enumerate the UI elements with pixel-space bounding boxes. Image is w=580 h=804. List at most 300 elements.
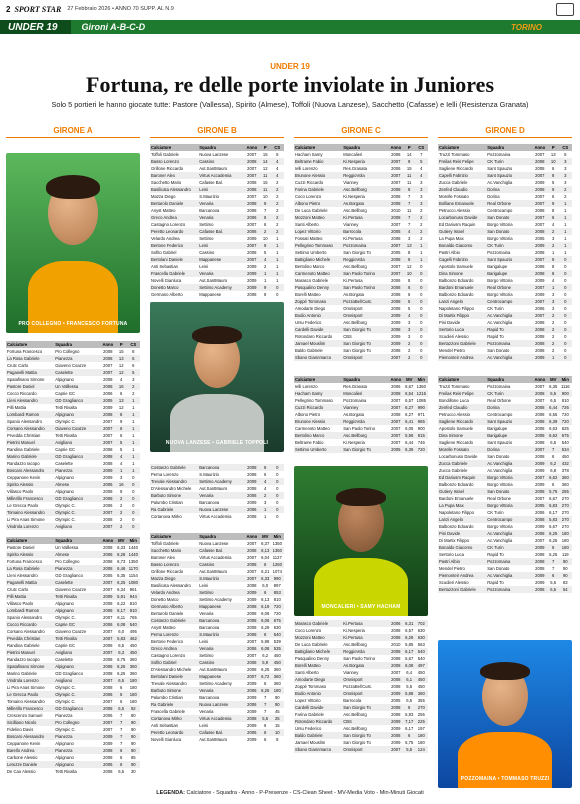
team-name: Venaria	[198, 200, 244, 207]
table-girone-d-media	[438, 376, 572, 593]
team-name: Aut.SantMauro	[199, 737, 228, 742]
stat-value: 2006	[244, 506, 260, 513]
table-row	[438, 340, 572, 347]
stat-value: 360	[127, 663, 140, 670]
stat-value: 8	[260, 200, 271, 207]
stat-value: 6,57	[405, 628, 414, 633]
team-name: Giaveno Coazze	[55, 629, 87, 634]
team-name: Pozzomaina	[486, 586, 532, 593]
column-header: MV	[404, 376, 415, 383]
column-header: Calciatore	[6, 341, 54, 348]
stat-value: 2007	[244, 172, 260, 179]
team-name: Borgo Vittoria	[487, 278, 513, 283]
stat-value: 6,35	[117, 573, 126, 578]
stat-value: 7	[420, 152, 423, 157]
player-name: Napoletano Filippo	[439, 306, 474, 311]
photo-fortuna	[6, 153, 140, 333]
table-row	[438, 214, 572, 221]
stat-value: 2007	[532, 284, 548, 291]
stat-value: 6,28	[117, 552, 126, 557]
stat-value: 2008	[535, 412, 545, 417]
player-name: Grillone Riccardo	[151, 569, 184, 574]
stat-value: 2008	[532, 404, 548, 411]
stat-value: 90	[274, 695, 280, 700]
stat-value: 2	[116, 495, 127, 502]
table-row	[6, 355, 140, 362]
team-name: Cassino	[198, 158, 244, 165]
stat-value: 2007	[535, 152, 545, 157]
player-name: Palumbo Cristian	[151, 500, 183, 505]
stat-value: 2007	[532, 298, 548, 305]
player-name: Sofito Gabriel	[150, 659, 198, 666]
stat-value: 2006	[244, 645, 260, 652]
player-name: D'Alessandro Michele	[151, 667, 192, 672]
stat-value: 0	[127, 495, 140, 502]
stat-value: 6,06	[261, 618, 270, 623]
stat-value: 944	[127, 593, 140, 600]
stat-value: 6	[116, 747, 127, 754]
stat-value: 6	[552, 194, 555, 199]
stat-value: 2008	[103, 657, 113, 662]
stat-value: 2007	[103, 363, 113, 368]
stat-value: 2009	[535, 482, 545, 487]
table-row	[294, 158, 428, 165]
stat-value: 2	[564, 194, 567, 199]
team-name: Pro Collegno	[54, 719, 100, 726]
table-row	[150, 249, 284, 256]
stat-value: 6	[260, 561, 271, 568]
player-name: Baldo Gabriele	[295, 348, 323, 353]
stat-value: 2	[120, 503, 123, 508]
stat-value: 2008	[247, 250, 257, 255]
player-name: Trevale Alessandro	[151, 681, 187, 686]
stat-value: 5	[264, 250, 267, 255]
stat-value: 2007	[535, 222, 545, 227]
player-name: Prvedda Christian	[7, 433, 41, 438]
team-name: Borgo Vittoria	[486, 474, 532, 481]
team-name: Barigalupe	[487, 426, 508, 431]
table-row	[6, 649, 140, 656]
stat-value: 15	[406, 166, 412, 171]
stat-value: 6	[408, 292, 411, 297]
table-row	[150, 603, 284, 610]
stat-value: 90	[127, 747, 140, 754]
player-name: Cagelli Fabrizio	[438, 256, 486, 263]
team-name: S.Maurizio	[199, 472, 220, 477]
stat-value: 7	[116, 719, 127, 726]
stat-value: 630	[273, 625, 281, 630]
stat-value: 2009	[391, 726, 401, 731]
player-name: Le Grecca Paolo	[7, 503, 39, 508]
stat-value: 2005	[391, 698, 401, 703]
stat-value: 2009	[100, 467, 116, 474]
player-name: Frascella Gabriele	[150, 270, 198, 277]
stat-value: 1	[264, 278, 267, 283]
stat-value: 2009	[532, 354, 548, 361]
player-name: Corsano Alessandro	[7, 629, 45, 634]
stat-value: 0	[271, 492, 284, 499]
stat-value: 3	[404, 326, 415, 333]
stat-value: 2008	[391, 628, 401, 633]
stat-value: 6,5	[118, 769, 125, 774]
stat-value: 0	[271, 464, 284, 471]
stat-value: 0	[132, 517, 135, 522]
stat-value: 8	[408, 250, 411, 255]
table-row	[438, 523, 572, 530]
stat-value: 2008	[388, 214, 404, 221]
stat-value: 1	[559, 214, 572, 221]
stat-value: 1440	[127, 551, 140, 558]
stat-value: 7	[264, 709, 267, 714]
stat-value: 6,31	[405, 621, 414, 626]
stat-value: 2008	[103, 559, 113, 564]
stat-value: 10	[548, 158, 559, 165]
stat-value: 4	[271, 158, 284, 165]
column-header: Calciatore	[438, 376, 486, 383]
player-name: Randazzo Iacopo	[7, 461, 40, 466]
table-row	[150, 617, 284, 624]
table-row	[6, 404, 140, 411]
team-name: Aut.SantMauro	[199, 569, 228, 574]
stat-value: 270	[559, 502, 572, 509]
table-girone-b-presenze-cont	[150, 464, 284, 520]
team-name: San Giorgio To	[343, 740, 371, 745]
stat-value: 2007	[532, 200, 548, 207]
stat-value: 2007	[532, 312, 548, 319]
team-name: Virtus Accademia	[199, 555, 232, 560]
stat-value: 2008	[388, 284, 404, 291]
team-name: Olympic C.	[55, 419, 76, 424]
player-name: Randazzo Iacopo	[7, 657, 40, 662]
team-name: Venaria	[199, 611, 214, 616]
column-header: Anno	[244, 533, 260, 540]
stat-value: 8	[408, 278, 411, 283]
stat-value: 450	[417, 684, 425, 689]
player-name: Bondillone Luca	[439, 398, 469, 403]
team-name: Pro Collegno	[55, 349, 80, 354]
player-name: Lanzi Angelo	[438, 516, 486, 523]
stat-value: 3	[548, 298, 559, 305]
table-row	[150, 708, 284, 715]
stat-value: 2009	[247, 236, 257, 241]
stat-value: 6,04	[261, 555, 270, 560]
table-row	[294, 277, 428, 284]
team-name: San Donato	[486, 228, 532, 235]
stat-value: 2009	[532, 242, 548, 249]
stat-value: 2008	[103, 489, 113, 494]
column-header: Calciatore	[438, 144, 486, 151]
team-name: GD Graglianco	[55, 573, 83, 578]
stat-value: 13	[404, 242, 415, 249]
player-name: Ursu Federico	[295, 320, 322, 325]
photo-truzzi	[438, 640, 572, 788]
player-name: Albono Pietro	[294, 200, 342, 207]
table-row	[6, 614, 140, 621]
table-row	[438, 551, 572, 558]
team-name: Aut.SantMauro	[199, 166, 228, 171]
stat-value: 3	[552, 306, 555, 311]
stat-value: 2006	[103, 503, 113, 508]
stat-value: 2009	[535, 278, 545, 283]
player-name: Mozzoni Matteo	[294, 214, 342, 221]
stat-value: 2007	[247, 569, 257, 574]
table-row	[6, 488, 140, 495]
team-name: S.Maurizio	[198, 631, 244, 638]
stat-value: 6,36	[405, 447, 414, 452]
stat-value: 12	[406, 264, 412, 269]
stat-value: 16	[116, 383, 127, 390]
stat-value: 1260	[271, 561, 284, 568]
table-row	[294, 655, 428, 662]
team-name: Sant Spauzio	[486, 256, 532, 263]
player-name: Piemonteir Andrea	[438, 354, 486, 361]
player-name: Bodio Antonio	[294, 690, 342, 697]
stat-value: 6,57	[405, 398, 414, 403]
player-name: Santi Alberto	[295, 222, 319, 227]
player-name: Anti Sebastian	[151, 264, 179, 269]
stat-value: 2	[552, 348, 555, 353]
team-name: Virtus Accademia	[198, 172, 244, 179]
section-city: TORINO	[511, 22, 542, 32]
stat-value: 6	[404, 256, 415, 263]
table-row	[6, 719, 140, 726]
stat-value: 6	[120, 699, 123, 704]
table-girone-b-media	[150, 533, 284, 743]
stat-value: 0	[132, 475, 135, 480]
table-row	[150, 270, 284, 277]
column-header: Anno	[100, 341, 116, 348]
stat-value: 1	[271, 270, 284, 277]
stat-value: 6,13	[261, 548, 270, 553]
stat-value: 6,62	[549, 433, 558, 438]
stat-value: 3	[415, 200, 428, 207]
stat-value: 2005	[388, 228, 404, 235]
stat-value: 2009	[247, 695, 257, 700]
player-name: Pastore Daniel	[7, 545, 35, 550]
stat-value: 180	[559, 544, 572, 551]
player-name: Basso Lorenzo	[150, 158, 198, 165]
stat-value: 13	[116, 355, 127, 362]
stat-value: 810	[273, 597, 281, 602]
table-header-row	[294, 376, 428, 383]
table-row	[150, 172, 284, 179]
player-name: Anyst Matteo	[151, 208, 176, 213]
table-row	[6, 481, 140, 488]
player-name: Di Martix Filippo	[438, 312, 486, 319]
table-row	[150, 221, 284, 228]
stat-value: 2007	[532, 446, 548, 453]
player-name: Zoppé Tommaso	[295, 684, 327, 689]
player-name: Tomaino Alessandro	[7, 699, 45, 704]
team-name: Omnisport	[342, 676, 388, 683]
table-row	[150, 193, 284, 200]
table-row	[294, 704, 428, 711]
player-name: Brunone Alessio	[294, 418, 342, 425]
table-row	[294, 690, 428, 697]
stat-value: 2009	[247, 737, 257, 742]
column-header: Squadra	[342, 144, 388, 151]
stat-value: 1	[559, 200, 572, 207]
stat-value: 5,85	[405, 642, 414, 647]
stat-value: 2008	[391, 152, 401, 157]
player-name: Zucca Gabriele	[438, 460, 486, 467]
stat-value: 2	[420, 222, 423, 227]
table-row	[438, 242, 572, 249]
team-name: Pozzomaina	[342, 242, 388, 249]
team-name: Omnisport	[342, 354, 388, 361]
stat-value: 360	[271, 673, 284, 680]
stat-value: 2007	[532, 214, 548, 221]
stat-value: 2007	[532, 256, 548, 263]
table-row	[438, 544, 572, 551]
table-row	[6, 425, 140, 432]
stat-value: 6,06	[261, 611, 270, 616]
player-name: Balbonzo Edoardo	[439, 482, 474, 487]
stat-value: 1	[127, 425, 140, 432]
player-name: Greco Andrea	[150, 214, 198, 221]
column-header: Anno	[244, 144, 260, 151]
stat-value: 2008	[535, 250, 545, 255]
table-row	[150, 631, 284, 638]
team-name: Nuova Lanzese	[199, 152, 229, 157]
team-name: Barcanova	[199, 695, 220, 700]
stat-value: 1440	[128, 545, 138, 550]
player-name: Palumbo Cristian	[151, 695, 183, 700]
stat-value: 9	[260, 284, 271, 291]
player-name: De Luca Gabriele	[295, 642, 328, 647]
stat-value: 450	[415, 676, 428, 683]
table-row	[294, 725, 428, 732]
stat-value: 702	[415, 620, 428, 627]
stat-value: 2008	[532, 326, 548, 333]
player-name: Battigliano Michele	[294, 648, 342, 655]
player-name: Bonaldo Giacomo	[438, 242, 486, 249]
table-row	[150, 165, 284, 172]
table-header-row	[6, 537, 140, 544]
team-name: Settimo Academy	[198, 478, 244, 485]
table-row	[438, 200, 572, 207]
stat-value: 2010	[391, 208, 401, 213]
stat-value: 1350	[272, 541, 282, 546]
stat-value: 6,25	[117, 671, 126, 676]
table-row	[294, 732, 428, 739]
stat-value: 2008	[532, 158, 548, 165]
legend	[0, 790, 580, 796]
stat-value: 2008	[244, 617, 260, 624]
stat-value: 2008	[100, 411, 116, 418]
stat-value: 7	[116, 733, 127, 740]
player-name: Sofito Gabriel	[151, 250, 177, 255]
table-row	[150, 659, 284, 666]
stat-value: 54	[559, 586, 572, 593]
team-name: Borgo Vittoria	[487, 292, 513, 297]
stat-value: 2006	[391, 278, 401, 283]
stat-value: 2009	[244, 478, 260, 485]
player-name: Ra Gabriele	[150, 506, 198, 513]
player-name: Cardelli Davide	[294, 704, 342, 711]
table-row	[438, 151, 572, 158]
player-name: Ed Dariusm Raquin	[439, 222, 476, 227]
stat-value: 2009	[391, 740, 401, 745]
table-row	[6, 691, 140, 698]
team-name: San Giorgio To	[342, 704, 388, 711]
stat-value: 0	[564, 292, 567, 297]
stat-value: 5,67	[549, 524, 558, 529]
column-header: Squadra	[486, 144, 532, 151]
stat-value: 2	[415, 228, 428, 235]
table-row	[438, 179, 572, 186]
stat-value: 6,25	[117, 580, 126, 585]
table-row	[150, 291, 284, 298]
table-row	[294, 683, 428, 690]
stat-value: 2009	[535, 180, 545, 185]
stat-value: 1	[415, 242, 428, 249]
photo-toppoli	[150, 302, 284, 452]
stat-value: 2008	[247, 292, 257, 297]
player-name: Spirito Alessio	[6, 481, 54, 488]
stat-value: 6,25	[261, 667, 270, 672]
table-row	[294, 242, 428, 249]
table-row	[150, 499, 284, 506]
stat-value: 1	[559, 242, 572, 249]
player-name: Bertarolo Daniele	[151, 611, 184, 616]
stat-value: 2006	[244, 228, 260, 235]
stat-value: 5	[408, 306, 411, 311]
player-name: Boscaro Alessandro	[6, 733, 54, 740]
player-name: Randina Gabriele	[7, 447, 40, 452]
team-name: Alpignano	[54, 663, 100, 670]
table-row	[150, 680, 284, 687]
stat-value: 6,25	[549, 531, 558, 536]
stat-value: 4	[271, 172, 284, 179]
player-name: Pini Davide	[439, 320, 461, 325]
table-row	[6, 558, 140, 565]
team-name: Settimo	[199, 222, 214, 227]
table-row	[294, 165, 428, 172]
article-subhead: Solo 5 portieri le hanno giocate tutte: Pastore (Vallessa), Spirito (Almese), Toffoli (Nuova Lanzese), Sacchetto (Cafasse) e Ielli (Resistenza Granata)	[51, 100, 529, 109]
stat-value: 1	[276, 264, 279, 269]
table-row	[438, 397, 572, 404]
player-name: Freilas Reis Felipe	[438, 390, 486, 397]
table-row	[6, 628, 140, 635]
table-row	[438, 193, 572, 200]
stat-value: 2007	[103, 433, 113, 438]
stat-value: 534	[559, 446, 572, 453]
table-row	[438, 481, 572, 488]
stat-value: 2	[260, 492, 271, 499]
team-name: San Donato	[486, 214, 532, 221]
stat-value: 360	[559, 474, 572, 481]
stat-value: 6,0	[118, 629, 125, 634]
column-header: Min	[271, 533, 284, 540]
stat-value: 2	[548, 228, 559, 235]
stat-value: 2008	[244, 200, 260, 207]
player-name: Le Grecca Paolo	[6, 691, 54, 698]
team-name: Sant Spauzio	[487, 440, 513, 445]
player-name: Coco Lorenzo	[295, 628, 322, 633]
stat-value: 2010	[391, 642, 401, 647]
stat-value: 6,05	[405, 426, 414, 431]
stat-value: 2008	[388, 648, 404, 655]
stat-value: 2008	[532, 340, 548, 347]
player-name: Mendel Pietro	[439, 348, 465, 353]
stat-value: 2006	[535, 510, 545, 515]
stat-value: 15	[262, 152, 268, 157]
stat-value: 2006	[244, 492, 260, 499]
player-name: Pilli Mattia	[7, 405, 27, 410]
stat-value: 540	[271, 631, 284, 638]
stat-value: 2	[548, 326, 559, 333]
